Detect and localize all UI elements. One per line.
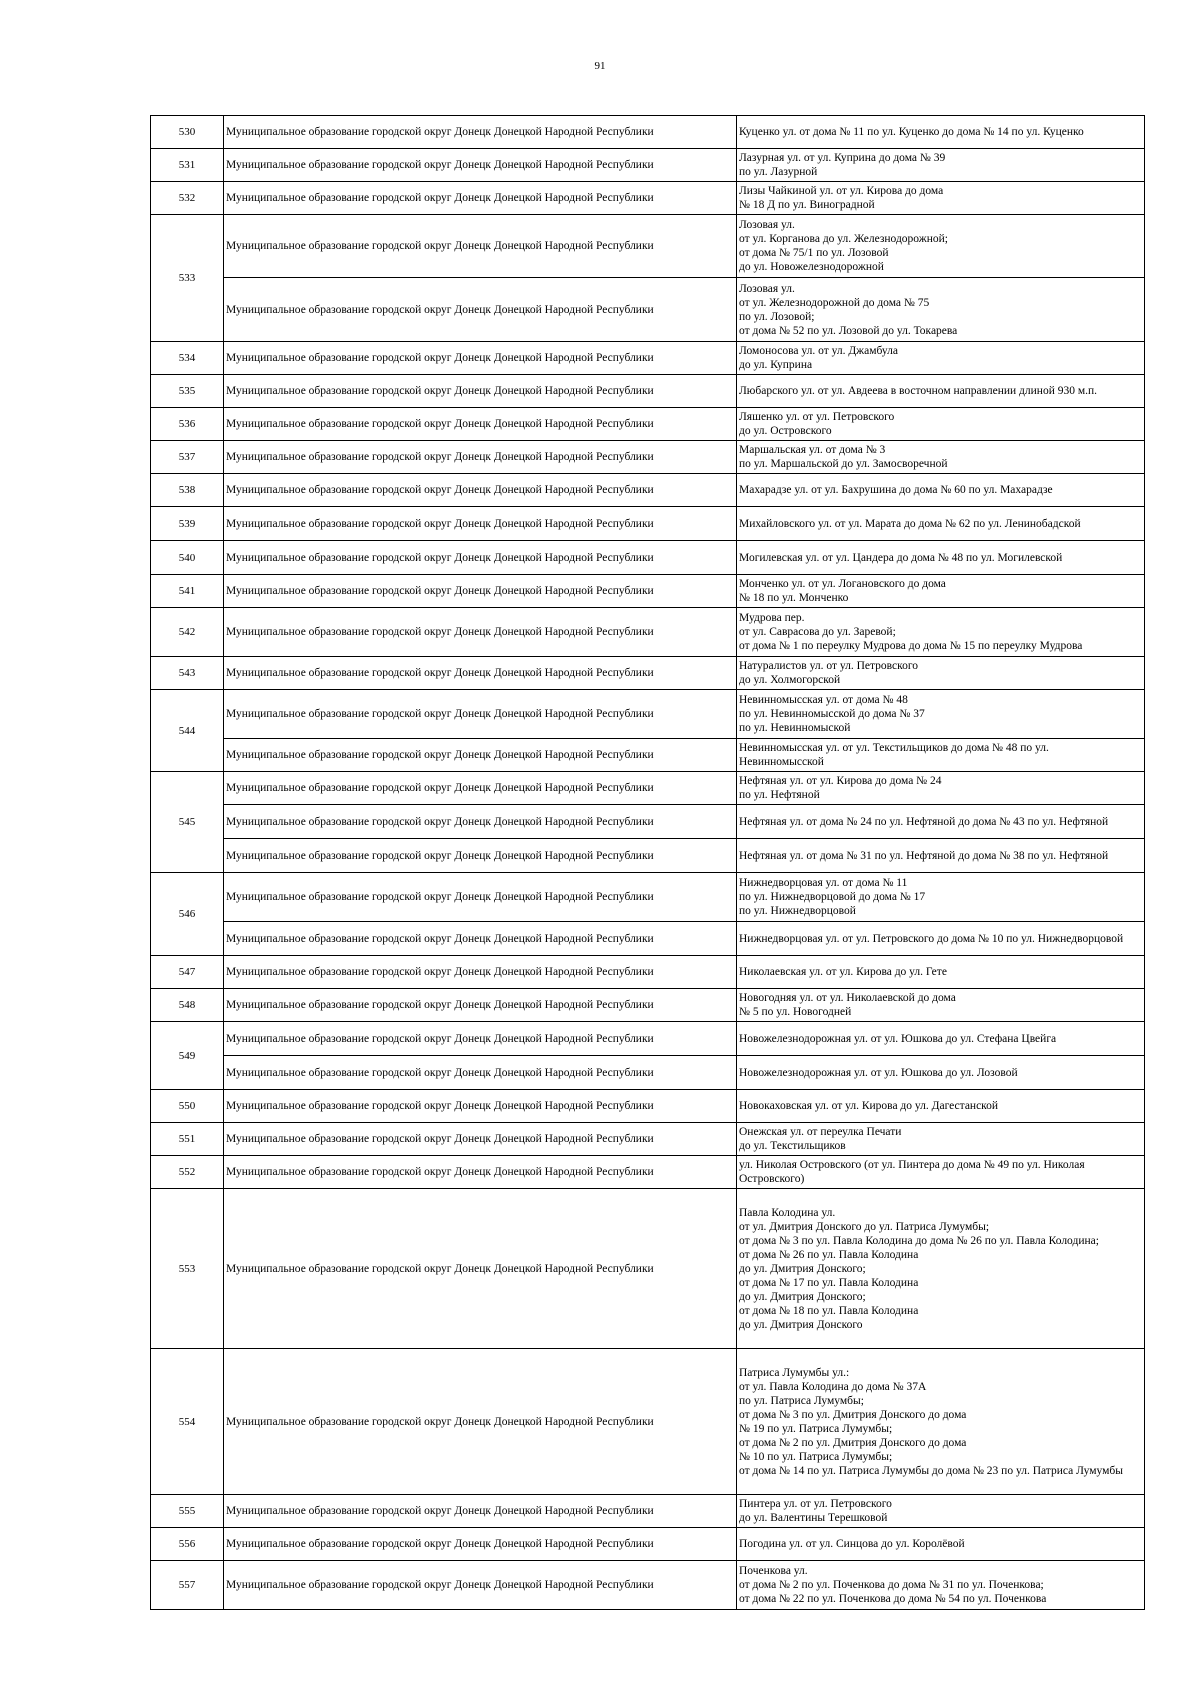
municipality-cell: Муниципальное образование городской округ Донецк Донецкой Народной Республики <box>224 575 737 608</box>
row-number: 532 <box>151 182 224 215</box>
municipality-cell: Муниципальное образование городской округ Донецк Донецкой Народной Республики <box>224 507 737 541</box>
address-cell: Нижнедворцовая ул. от дома № 11 по ул. Нижнедворцовой до дома № 17 по ул. Нижнедворцовой <box>737 873 1145 922</box>
table-row <box>151 805 1145 839</box>
table-row <box>151 342 1145 375</box>
address-cell: Новожелезнодорожная ул. от ул. Юшкова до ул. Стефана Цвейга <box>737 1022 1145 1056</box>
row-number: 533 <box>151 215 224 342</box>
address-cell: Лозовая ул. от ул. Железнодорожной до дома № 75 по ул. Лозовой; от дома № 52 по ул. Лозовой до ул. Токарева <box>737 278 1145 342</box>
row-number: 540 <box>151 541 224 575</box>
municipality-cell: Муниципальное образование городской округ Донецк Донецкой Народной Республики <box>224 182 737 215</box>
municipality-cell: Муниципальное образование городской округ Донецк Донецкой Народной Республики <box>224 1349 737 1495</box>
municipality-cell: Муниципальное образование городской округ Донецк Донецкой Народной Республики <box>224 657 737 690</box>
row-number: 557 <box>151 1561 224 1610</box>
municipality-cell: Муниципальное образование городской округ Донецк Донецкой Народной Республики <box>224 1022 737 1056</box>
table-row <box>151 375 1145 408</box>
address-cell: Нижнедворцовая ул. от ул. Петровского до дома № 10 по ул. Нижнедворцовой <box>737 922 1145 956</box>
municipality-cell: Муниципальное образование городской округ Донецк Донецкой Народной Республики <box>224 772 737 805</box>
row-number: 543 <box>151 657 224 690</box>
municipality-cell: Муниципальное образование городской округ Донецк Донецкой Народной Республики <box>224 441 737 474</box>
address-cell: Михайловского ул. от ул. Марата до дома № 62 по ул. Ленинобадской <box>737 507 1145 541</box>
municipality-cell: Муниципальное образование городской округ Донецк Донецкой Народной Республики <box>224 1156 737 1189</box>
address-cell: Онежская ул. от переулка Печати до ул. Текстильщиков <box>737 1123 1145 1156</box>
address-cell: Павла Колодина ул. от ул. Дмитрия Донского до ул. Патриса Лумумбы; от дома № 3 по ул. Павла Колодина до дома № 26 по ул. Павла Колодина; от дома № 26 по ул. Павла Колодина до ул. Дмитрия Донского; от дома № 17 по ул. Павла Колодина до ул. Дмитрия Донского; от дома № 18 по ул. Павла Колодина до ул. Дмитрия Донского <box>737 1189 1145 1349</box>
municipality-cell: Муниципальное образование городской округ Донецк Донецкой Народной Республики <box>224 116 737 149</box>
page-number: 91 <box>594 60 606 72</box>
address-cell: Патриса Лумумбы ул.: от ул. Павла Колодина до дома № 37А по ул. Патриса Лумумбы; от дома № 3 по ул. Дмитрия Донского до дома № 19 по ул. Патриса Лумумбы; от дома № 2 по ул. Дмитрия Донского до дома № 10 по ул. Патриса Лумумбы; от дома № 14 по ул. Патриса Лумумбы до дома № 23 по ул. Патриса Лумумбы <box>737 1349 1145 1495</box>
table-row <box>151 922 1145 956</box>
table-row <box>151 408 1145 441</box>
territory-table <box>150 115 1145 1610</box>
table-row <box>151 1022 1145 1056</box>
address-cell: Нефтяная ул. от дома № 24 по ул. Нефтяной до дома № 43 по ул. Нефтяной <box>737 805 1145 839</box>
municipality-cell: Муниципальное образование городской округ Донецк Донецкой Народной Республики <box>224 215 737 278</box>
table-row <box>151 1090 1145 1123</box>
table-row <box>151 507 1145 541</box>
table-row <box>151 149 1145 182</box>
municipality-cell: Муниципальное образование городской округ Донецк Донецкой Народной Республики <box>224 1090 737 1123</box>
address-cell: Куценко ул. от дома № 11 по ул. Куценко до дома № 14 по ул. Куценко <box>737 116 1145 149</box>
address-cell: Натуралистов ул. от ул. Петровского до ул. Холмогорской <box>737 657 1145 690</box>
municipality-cell: Муниципальное образование городской округ Донецк Донецкой Народной Республики <box>224 278 737 342</box>
row-number: 534 <box>151 342 224 375</box>
municipality-cell: Муниципальное образование городской округ Донецк Донецкой Народной Республики <box>224 1528 737 1561</box>
address-cell: Погодина ул. от ул. Синцова до ул. Королёвой <box>737 1528 1145 1561</box>
address-cell: Могилевская ул. от ул. Цандера до дома № 48 по ул. Могилевской <box>737 541 1145 575</box>
address-cell: Лазурная ул. от ул. Куприна до дома № 39 по ул. Лазурной <box>737 149 1145 182</box>
row-number: 549 <box>151 1022 224 1090</box>
row-number: 550 <box>151 1090 224 1123</box>
table-row <box>151 215 1145 278</box>
table-row <box>151 608 1145 657</box>
address-cell: Ляшенко ул. от ул. Петровского до ул. Островского <box>737 408 1145 441</box>
table-row <box>151 541 1145 575</box>
municipality-cell: Муниципальное образование городской округ Донецк Донецкой Народной Республики <box>224 873 737 922</box>
address-cell: Невинномысская ул. от ул. Текстильщиков до дома № 48 по ул. Невинномысской <box>737 739 1145 772</box>
municipality-cell: Муниципальное образование городской округ Донецк Донецкой Народной Республики <box>224 342 737 375</box>
municipality-cell: Муниципальное образование городской округ Донецк Донецкой Народной Республики <box>224 1495 737 1528</box>
row-number: 548 <box>151 989 224 1022</box>
table-row <box>151 690 1145 739</box>
municipality-cell: Муниципальное образование городской округ Донецк Донецкой Народной Республики <box>224 474 737 507</box>
row-number: 536 <box>151 408 224 441</box>
table-row <box>151 278 1145 342</box>
municipality-cell: Муниципальное образование городской округ Донецк Донецкой Народной Республики <box>224 839 737 873</box>
row-number: 551 <box>151 1123 224 1156</box>
row-number: 555 <box>151 1495 224 1528</box>
address-cell: Монченко ул. от ул. Логановского до дома № 18 по ул. Монченко <box>737 575 1145 608</box>
row-number: 539 <box>151 507 224 541</box>
row-number: 546 <box>151 873 224 956</box>
row-number: 545 <box>151 772 224 873</box>
table-row <box>151 575 1145 608</box>
municipality-cell: Муниципальное образование городской округ Донецк Донецкой Народной Республики <box>224 989 737 1022</box>
row-number: 530 <box>151 116 224 149</box>
municipality-cell: Муниципальное образование городской округ Донецк Донецкой Народной Республики <box>224 608 737 657</box>
table-body <box>151 116 1145 1610</box>
address-cell: Лизы Чайкиной ул. от ул. Кирова до дома № 18 Д по ул. Виноградной <box>737 182 1145 215</box>
municipality-cell: Муниципальное образование городской округ Донецк Донецкой Народной Республики <box>224 739 737 772</box>
municipality-cell: Муниципальное образование городской округ Донецк Донецкой Народной Республики <box>224 690 737 739</box>
row-number: 547 <box>151 956 224 989</box>
municipality-cell: Муниципальное образование городской округ Донецк Донецкой Народной Республики <box>224 149 737 182</box>
address-cell: Ломоносова ул. от ул. Джамбула до ул. Куприна <box>737 342 1145 375</box>
address-cell: ул. Николая Островского (от ул. Пинтера до дома № 49 по ул. Николая Островского) <box>737 1156 1145 1189</box>
table-row <box>151 873 1145 922</box>
row-number: 541 <box>151 575 224 608</box>
table-row <box>151 989 1145 1022</box>
municipality-cell: Муниципальное образование городской округ Донецк Донецкой Народной Республики <box>224 1123 737 1156</box>
table-row <box>151 1561 1145 1610</box>
address-cell: Новогодняя ул. от ул. Николаевской до дома № 5 по ул. Новогодней <box>737 989 1145 1022</box>
row-number: 553 <box>151 1189 224 1349</box>
table-row <box>151 657 1145 690</box>
table-row <box>151 116 1145 149</box>
table-row <box>151 1495 1145 1528</box>
table-row <box>151 772 1145 805</box>
row-number: 554 <box>151 1349 224 1495</box>
municipality-cell: Муниципальное образование городской округ Донецк Донецкой Народной Республики <box>224 1189 737 1349</box>
address-cell: Нефтяная ул. от дома № 31 по ул. Нефтяной до дома № 38 по ул. Нефтяной <box>737 839 1145 873</box>
address-cell: Махарадзе ул. от ул. Бахрушина до дома № 60 по ул. Махарадзе <box>737 474 1145 507</box>
row-number: 537 <box>151 441 224 474</box>
address-cell: Лозовая ул. от ул. Корганова до ул. Железнодорожной; от дома № 75/1 по ул. Лозовой до ул. Новожелезнодорожной <box>737 215 1145 278</box>
table-row <box>151 739 1145 772</box>
municipality-cell: Муниципальное образование городской округ Донецк Донецкой Народной Республики <box>224 956 737 989</box>
row-number: 542 <box>151 608 224 657</box>
table-row <box>151 1189 1145 1349</box>
table-row <box>151 1123 1145 1156</box>
municipality-cell: Муниципальное образование городской округ Донецк Донецкой Народной Республики <box>224 408 737 441</box>
address-cell: Нефтяная ул. от ул. Кирова до дома № 24 по ул. Нефтяной <box>737 772 1145 805</box>
municipality-cell: Муниципальное образование городской округ Донецк Донецкой Народной Республики <box>224 805 737 839</box>
municipality-cell: Муниципальное образование городской округ Донецк Донецкой Народной Республики <box>224 922 737 956</box>
address-cell: Новокаховская ул. от ул. Кирова до ул. Дагестанской <box>737 1090 1145 1123</box>
municipality-cell: Муниципальное образование городской округ Донецк Донецкой Народной Республики <box>224 375 737 408</box>
row-number: 535 <box>151 375 224 408</box>
address-cell: Маршальская ул. от дома № 3 по ул. Маршальской до ул. Замосворечной <box>737 441 1145 474</box>
row-number: 544 <box>151 690 224 772</box>
table-row <box>151 1056 1145 1090</box>
table-row <box>151 441 1145 474</box>
table-row <box>151 474 1145 507</box>
municipality-cell: Муниципальное образование городской округ Донецк Донецкой Народной Республики <box>224 1056 737 1090</box>
address-cell: Поченкова ул. от дома № 2 по ул. Поченкова до дома № 31 по ул. Поченкова; от дома № 22 по ул. Поченкова до дома № 54 по ул. Поченкова <box>737 1561 1145 1610</box>
row-number: 556 <box>151 1528 224 1561</box>
table-row <box>151 956 1145 989</box>
table-row <box>151 1349 1145 1495</box>
municipality-cell: Муниципальное образование городской округ Донецк Донецкой Народной Республики <box>224 541 737 575</box>
row-number: 531 <box>151 149 224 182</box>
address-cell: Пинтера ул. от ул. Петровского до ул. Валентины Терешковой <box>737 1495 1145 1528</box>
address-cell: Мудрова пер. от ул. Саврасова до ул. Заревой; от дома № 1 по переулку Мудрова до дома № 15 по переулку Мудрова <box>737 608 1145 657</box>
address-cell: Невинномысская ул. от дома № 48 по ул. Невинномысской до дома № 37 по ул. Невинномыской <box>737 690 1145 739</box>
table-row <box>151 182 1145 215</box>
table-row <box>151 839 1145 873</box>
table-row <box>151 1156 1145 1189</box>
municipality-cell: Муниципальное образование городской округ Донецк Донецкой Народной Республики <box>224 1561 737 1610</box>
address-cell: Новожелезнодорожная ул. от ул. Юшкова до ул. Лозовой <box>737 1056 1145 1090</box>
address-cell: Николаевская ул. от ул. Кирова до ул. Гете <box>737 956 1145 989</box>
row-number: 552 <box>151 1156 224 1189</box>
table-row <box>151 1528 1145 1561</box>
row-number: 538 <box>151 474 224 507</box>
address-cell: Любарского ул. от ул. Авдеева в восточном направлении длиной 930 м.п. <box>737 375 1145 408</box>
